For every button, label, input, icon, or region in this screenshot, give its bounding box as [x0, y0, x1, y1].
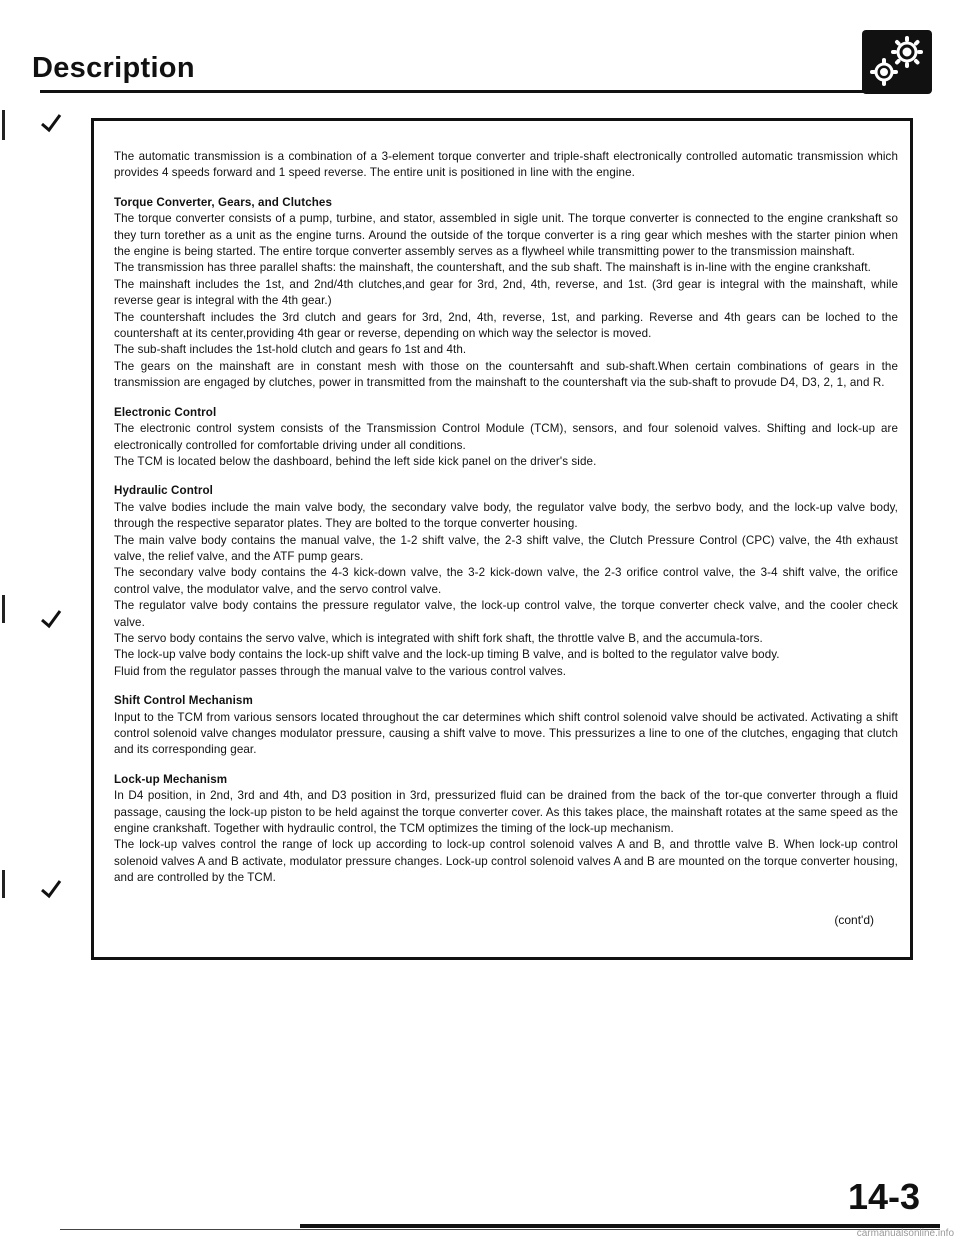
section — [114, 483, 898, 680]
body-text: The valve bodies include the main valve body, the secondary valve body, the regulator valve body, the serbvo body, and the lock-up valve body, through the respective separator plates. They are bolted to the torque converter housing. — [114, 500, 898, 531]
body-text: The lock-up valves control the range of lock up according to lock-up control solenoid valves A and B, and throttle valve B. When lock-up control solenoid valves A and B activate, modulator pressure changes. Lock-up control solenoid valves A and B are mounted on the torque converter housing, and are controlled by the TCM. — [114, 838, 898, 885]
section-heading: Lock-up Mechanism — [114, 772, 228, 786]
section-list — [114, 149, 898, 887]
body-text: The lock-up valve body contains the lock-up shift valve and the lock-up timing B valve, and is bolted to the regulator valve body. — [114, 648, 780, 662]
body-text: The secondary valve body contains the 4-3 kick-down valve, the 3-2 kick-down valve, the 2-3 orifice control valve, the 3-4 shift valve, the orifice control valve, the modulator valve, and the servo control valve. — [114, 566, 898, 596]
body-text: The countershaft includes the 3rd clutch and gears for 3rd, 2nd, 4th, reverse, 1st, and parking. Reverse and 4th gears can be loched to the countershaft at its center,providing 4th gear or reverse, depending on which way the selector is moved. — [114, 310, 898, 341]
margin-bracket — [2, 870, 5, 898]
body-text: The transmission has three parallel shafts: the mainshaft, the countershaft, and the sub shaft. The mainshaft is in-line with the engine crankshaft. — [114, 261, 871, 275]
section-heading: Hydraulic Control — [114, 484, 213, 498]
section — [114, 772, 898, 887]
section — [114, 405, 898, 471]
watermark: carmanualsonline.info — [856, 1228, 954, 1239]
body-text: In D4 position, in 2nd, 3rd and 4th, and D3 position in 3rd, pressurized fluid can be drained from the back of the tor-que converter through a fluid passage, causing the lock-up piston to be held against the torque converter cover. As this takes place, the mainshaft rotates at the same speed as the engine crankshaft. Together with hydraulic control, the TCM optimizes the timing of the lock-up mechanism. — [114, 789, 898, 836]
margin-bracket — [2, 595, 5, 623]
body-text: The electronic control system consists of the Transmission Control Module (TCM), sensors, and four solenoid valves. Shifting and lock-up are electronically controlled for comfortable driving under all conditions. — [114, 422, 898, 452]
title-rule — [40, 90, 900, 93]
checkmark-icon — [40, 112, 62, 134]
transmission-gear-icon — [862, 30, 932, 94]
body-text: The mainshaft includes the 1st, and 2nd/4th clutches,and gear for 3rd, 2nd, 4th, reverse, and 1st. (3rd gear is integral with the mainshaft, while reverse gear is integral with the 4th gear.) — [114, 277, 898, 308]
bottom-rule — [300, 1224, 940, 1228]
section-heading: Torque Converter, Gears, and Clutches — [114, 195, 333, 209]
checkmark-icon — [40, 608, 62, 630]
continued-label: (cont'd) — [834, 913, 874, 927]
body-text: The main valve body contains the manual valve, the 1-2 shift valve, the 2-3 shift valve, the Clutch Pressure Control (CPC) valve, the 4th exhaust valve, the relief valve, and the ATF pump gears. — [114, 533, 898, 563]
section — [114, 195, 898, 392]
section — [114, 149, 898, 182]
page-number: 14-3 — [847, 1176, 920, 1217]
body-text: The sub-shaft includes the 1st-hold clutch and gears fo 1st and 4th. — [114, 343, 467, 357]
page-title: Description — [32, 52, 195, 84]
body-text: The torque converter consists of a pump, turbine, and stator, assembled in sigle unit. The torque converter is connected to the engine crankshaft so they turn torether as a unit as the engine turns. Around the outside of the torque converter is a ring gear which meshes with the starter pinion when the engine is being started. The entire torque converter assembly serves as a flywheel while transmitting power to the transmission mainshaft. — [114, 212, 898, 259]
body-text: Input to the TCM from various sensors located throughout the car determines which shift control solenoid valve should be activated. Activating a shift control solenoid valve changes modulator pressure, causing a shift valve to move. This pressurizes a line to one of the clutches, engaging that clutch and its corresponding gear. — [114, 710, 898, 757]
section — [114, 693, 898, 759]
body-text: Fluid from the regulator passes through the manual valve to the various control valves. — [114, 664, 567, 678]
body-text: The gears on the mainshaft are in constant mesh with those on the countersahft and sub-shaft.When certain combinations of gears in the transmission are engaged by clutches, power in transmitted from the mainshaft to the countershaft via the sub-shaft to provude D4, D3, 2, 1, and R. — [114, 359, 898, 390]
section-heading: Shift Control Mechanism — [114, 694, 253, 708]
body-text: The servo body contains the servo valve, which is integrated with shift fork shaft, the throttle valve B, and the accumula-tors. — [114, 631, 763, 645]
body-text: The automatic transmission is a combination of a 3-element torque converter and triple-shaft electronically controlled automatic transmission which provides 4 speeds forward and 1 speed reverse. The entire unit is positioned in line with the engine. — [114, 150, 898, 180]
body-text: The TCM is located below the dashboard, behind the left side kick panel on the driver's side. — [114, 454, 597, 468]
checkmark-icon — [40, 878, 62, 900]
body-text: The regulator valve body contains the pressure regulator valve, the lock-up control valve, the torque converter check valve, and the cooler check valve. — [114, 599, 898, 629]
bottom-rule-thin — [60, 1229, 940, 1230]
section-heading: Electronic Control — [114, 405, 217, 419]
margin-bracket — [2, 110, 5, 140]
description-box — [91, 118, 913, 960]
